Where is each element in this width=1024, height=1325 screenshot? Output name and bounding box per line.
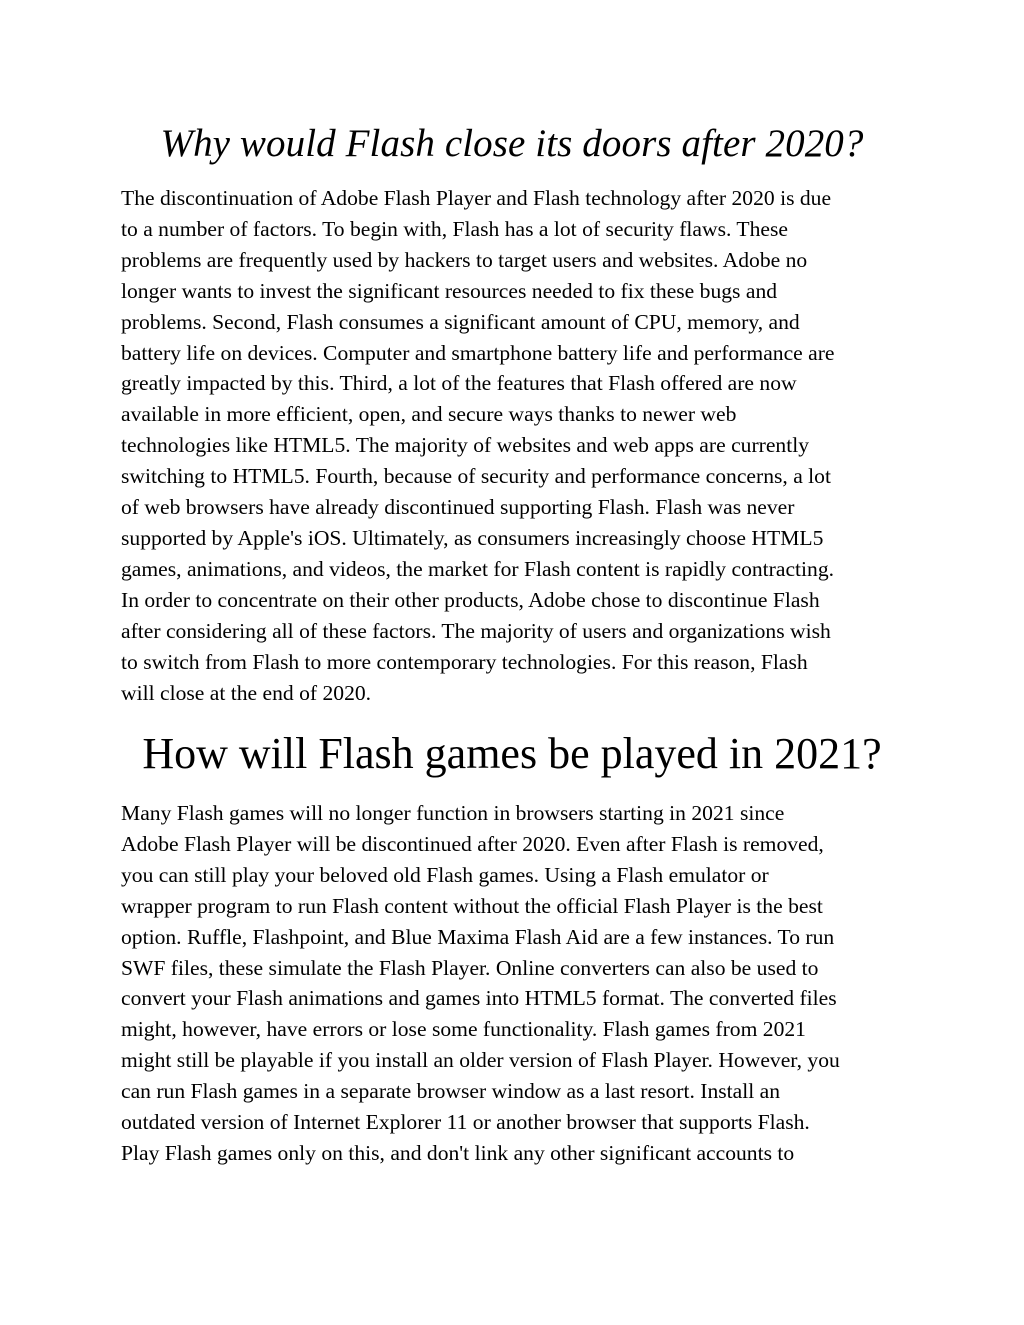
text-line: to switch from Flash to more contemporary technologies. For this reason, Flash (121, 649, 808, 674)
section-heading-flash-closure: Why would Flash close its doors after 2020? (160, 122, 864, 165)
text-line: battery life on devices. Computer and smartphone battery life and performance are (121, 340, 835, 365)
text-line: will close at the end of 2020. (121, 680, 372, 705)
text-line: Adobe Flash Player will be discontinued after 2020. Even after Flash is removed, (121, 831, 824, 856)
text-line: SWF files, these simulate the Flash Player. Online converters can also be used to (121, 955, 819, 980)
text-line: longer wants to invest the significant resources needed to fix these bugs and (121, 278, 778, 303)
text-line: might, however, have errors or lose some functionality. Flash games from 2021 (121, 1017, 806, 1042)
text-line: option. Ruffle, Flashpoint, and Blue Maxima Flash Aid are a few instances. To run (121, 924, 835, 949)
paragraph-flash-closure (121, 183, 911, 708)
text-line: can run Flash games in a separate browser window as a last resort. Install an (121, 1079, 781, 1104)
section-heading-flash-games-2021: How will Flash games be played in 2021? (142, 729, 882, 778)
text-line: outdated version of Internet Explorer 11 or another browser that supports Flash. (121, 1110, 810, 1135)
text-line: greatly impacted by this. Third, a lot of the features that Flash offered are now (121, 371, 797, 396)
text-line: switching to HTML5. Fourth, because of security and performance concerns, a lot (121, 464, 831, 489)
text-line: games, animations, and videos, the market for Flash content is rapidly contracting. (121, 556, 835, 581)
text-line: supported by Apple's iOS. Ultimately, as consumers increasingly choose HTML5 (121, 525, 824, 550)
text-line: of web browsers have already discontinued supporting Flash. Flash was never (121, 495, 795, 520)
paragraph-flash-games-2021 (121, 798, 911, 1169)
text-line: technologies like HTML5. The majority of websites and web apps are currently (121, 433, 810, 458)
text-line: you can still play your beloved old Flash games. Using a Flash emulator or (121, 862, 769, 887)
text-line: problems. Second, Flash consumes a significant amount of CPU, memory, and (121, 309, 800, 334)
text-line: to a number of factors. To begin with, Flash has a lot of security flaws. These (121, 216, 788, 241)
text-line: problems are frequently used by hackers to target users and websites. Adobe no (121, 247, 808, 272)
text-line: Many Flash games will no longer function in browsers starting in 2021 since (121, 801, 785, 825)
text-line: might still be playable if you install an older version of Flash Player. However, you (121, 1048, 840, 1073)
text-line: after considering all of these factors. The majority of users and organizations wish (121, 618, 831, 643)
text-line: wrapper program to run Flash content without the official Flash Player is the best (121, 893, 823, 918)
text-line: The discontinuation of Adobe Flash Player and Flash technology after 2020 is due (121, 186, 832, 210)
text-line: available in more efficient, open, and secure ways thanks to newer web (121, 402, 737, 427)
text-line: convert your Flash animations and games into HTML5 format. The converted files (121, 986, 837, 1011)
text-line: Play Flash games only on this, and don't link any other significant accounts to (121, 1140, 795, 1165)
text-line: In order to concentrate on their other products, Adobe chose to discontinue Flash (121, 587, 820, 612)
